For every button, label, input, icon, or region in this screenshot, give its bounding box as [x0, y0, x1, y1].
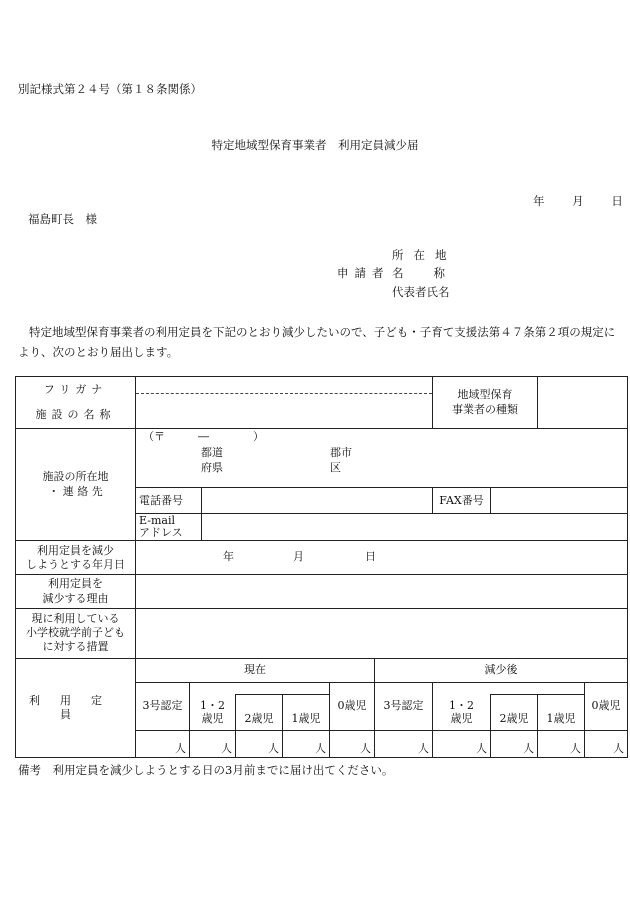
- email-label-line-1: E-mail: [139, 514, 175, 528]
- notification-table: [15, 376, 628, 758]
- reason-field[interactable]: [136, 575, 628, 608]
- after-age12-count[interactable]: 人: [433, 730, 491, 757]
- location-label-line-2: ・ 連 絡 先: [48, 484, 103, 498]
- business-type-label-line-2: 事業者の種類: [452, 402, 519, 416]
- after-age12-label: [433, 694, 491, 730]
- after-age2-count[interactable]: 人: [491, 730, 538, 757]
- date-day: 日: [611, 194, 623, 208]
- current-cert3-count[interactable]: 人: [136, 730, 190, 757]
- current-cert3-label: 3号認定: [136, 682, 190, 730]
- reduce-date-day: 日: [365, 550, 376, 564]
- current-age12-line-2: 歳児: [201, 712, 224, 726]
- reduce-date-label-line-2: しようとする年月日: [26, 557, 125, 571]
- after-cert3-label: 3号認定: [375, 682, 433, 730]
- current-age12-label: [190, 694, 236, 730]
- current-age2-count[interactable]: 人: [236, 730, 283, 757]
- address-field[interactable]: [136, 429, 628, 488]
- reason-label-line-2: 減少する理由: [42, 591, 109, 605]
- measures-field[interactable]: [136, 608, 628, 658]
- measures-label-line-2: 小学校就学前子ども: [26, 625, 125, 639]
- current-header: 現在: [136, 658, 375, 682]
- applicant-name-label: 名称: [392, 266, 475, 280]
- measures-label-line-3: に対する措置: [42, 640, 109, 654]
- furigana-label: フリガナ: [43, 382, 108, 396]
- after-age0-label: 0歳児: [585, 682, 628, 730]
- current-age0-label: 0歳児: [330, 682, 375, 730]
- furigana-field[interactable]: [136, 377, 432, 393]
- reduce-date-label-line-1: 利用定員を減少: [37, 543, 114, 557]
- fax-label: FAX番号: [433, 488, 491, 514]
- current-age12-line-1: 1・2: [200, 698, 225, 712]
- form-reference: 別記様式第２４号（第１８条関係）: [18, 82, 202, 96]
- email-field[interactable]: [202, 514, 628, 541]
- after-age2-top: [491, 694, 538, 708]
- reduce-date-year: 年: [223, 550, 234, 564]
- addressee: 福島町長 様: [28, 212, 97, 226]
- facility-name-label: 施設の名称: [35, 407, 116, 421]
- prefecture-label-1: 都道: [201, 446, 223, 460]
- body-paragraph: 特定地域型保育事業者の利用定員を下記のとおり減少したいので、子ども・子育て支援法第４７条第２項の規定により、次のとおり届出します。: [18, 325, 616, 359]
- location-label-cell: [16, 429, 136, 541]
- email-label-cell: [136, 514, 202, 541]
- document-title: 特定地域型保育事業者 利用定員減少届: [211, 138, 419, 152]
- reason-label-line-1: 利用定員を: [48, 577, 103, 591]
- reduce-date-label-cell: [16, 541, 136, 575]
- location-label-line-1: 施設の所在地: [42, 470, 109, 484]
- after-subgroup-top: [433, 682, 585, 694]
- applicant-representative-label: 代表者氏名: [392, 285, 450, 299]
- after-age12-line-1: 1・2: [449, 698, 475, 712]
- after-age1-label: 1歳児: [538, 708, 585, 730]
- business-type-label-line-1: 地域型保育: [457, 388, 513, 402]
- after-age2-label: 2歳児: [491, 708, 538, 730]
- fax-field[interactable]: [491, 488, 628, 514]
- reason-label-cell: [16, 575, 136, 608]
- after-header: 減少後: [375, 658, 628, 682]
- current-age2-top: [236, 694, 283, 708]
- date-month: 月: [572, 194, 584, 208]
- postal-code: （〒 ― ）: [143, 430, 264, 444]
- current-subgroup-top: [190, 682, 330, 694]
- applicant-address-label: 所在地: [392, 248, 457, 262]
- facility-name-label-cell: [16, 377, 136, 429]
- reduce-date-month: 月: [293, 550, 304, 564]
- current-age0-count[interactable]: 人: [330, 730, 375, 757]
- after-age1-top: [538, 694, 585, 708]
- city-label-1: 郡市: [330, 446, 352, 460]
- measures-label-cell: [16, 608, 136, 658]
- after-cert3-count[interactable]: 人: [375, 730, 433, 757]
- submission-date: [533, 194, 623, 209]
- reduce-date-field[interactable]: [136, 541, 628, 575]
- phone-label: 電話番号: [136, 488, 202, 514]
- measures-label-line-1: 現に利用している: [31, 611, 120, 625]
- current-age1-top: [283, 694, 330, 708]
- date-year: 年: [533, 194, 545, 208]
- current-age1-count[interactable]: 人: [283, 730, 330, 757]
- prefecture-label-2: 府県: [201, 461, 223, 475]
- current-age12-count[interactable]: 人: [190, 730, 236, 757]
- remarks-note: 備考 利用定員を減少しようとする日の3月前までに届け出てください。: [18, 763, 394, 777]
- phone-field[interactable]: [202, 488, 433, 514]
- email-label-line-2: アドレス: [139, 526, 183, 540]
- applicant-header: 申請者: [337, 266, 390, 280]
- current-age2-label: 2歳児: [236, 708, 283, 730]
- after-age0-count[interactable]: 人: [585, 730, 628, 757]
- capacity-label: 利用定員: [16, 658, 136, 757]
- facility-name-input-cell[interactable]: [136, 377, 433, 429]
- business-type-label-cell: [433, 377, 538, 429]
- current-age1-label: 1歳児: [283, 708, 330, 730]
- city-label-2: 区: [330, 461, 341, 475]
- after-age1-count[interactable]: 人: [538, 730, 585, 757]
- facility-name-field[interactable]: [136, 394, 432, 428]
- after-age12-line-2: 歳児: [450, 712, 473, 726]
- business-type-field[interactable]: [538, 377, 628, 429]
